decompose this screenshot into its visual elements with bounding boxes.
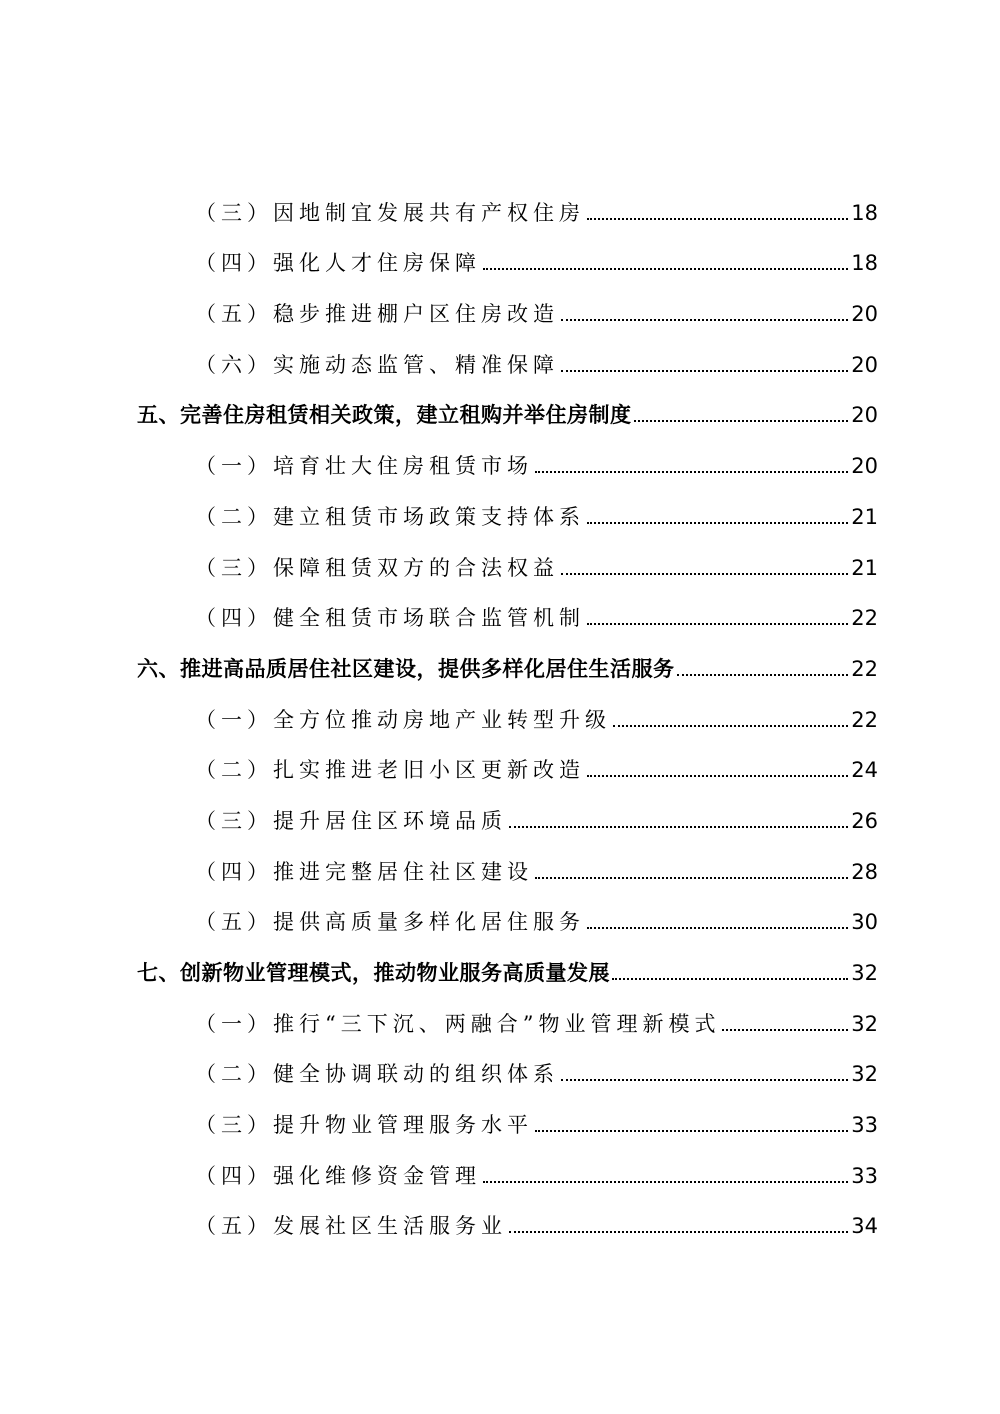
toc-dot-leader (561, 370, 848, 372)
toc-chapter-entry[interactable] (137, 639, 878, 690)
toc-entry-title: （四）推进完整居住社区建设 (195, 859, 533, 884)
toc-entry-title: （四）强化人才住房保障 (195, 251, 481, 276)
toc-section-entry[interactable] (137, 1197, 878, 1248)
toc-dot-leader (561, 319, 848, 321)
toc-entry-title: （一）推行“三下沉、两融合”物业管理新模式 (195, 1011, 721, 1036)
toc-entry-title: （六）实施动态监管、精准保障 (195, 352, 559, 377)
toc-entry-title: （三）提升物业管理服务水平 (195, 1113, 533, 1138)
toc-dot-leader (677, 674, 849, 676)
toc-dot-leader (509, 1231, 848, 1233)
toc-entry-page-number: 21 (851, 504, 878, 529)
toc-section-entry[interactable] (137, 436, 878, 487)
toc-entry-title: （一）培育壮大住房租赁市场 (195, 454, 533, 479)
toc-entry-page-number: 26 (851, 808, 878, 833)
toc-dot-leader (535, 471, 848, 473)
toc-entry-title: （三）保障租赁双方的合法权益 (195, 555, 559, 580)
toc-entry-title: （二）扎实推进老旧小区更新改造 (195, 758, 585, 783)
toc-entry-title: 七、创新物业管理模式，推动物业服务高质量发展 (137, 961, 610, 985)
toc-dot-leader (535, 1130, 848, 1132)
toc-entry-title: （一）全方位推动房地产业转型升级 (195, 707, 611, 732)
toc-entry-title: （五）稳步推进棚户区住房改造 (195, 302, 559, 327)
toc-dot-leader (587, 623, 848, 625)
toc-section-entry[interactable] (137, 741, 878, 792)
toc-entry-page-number: 34 (851, 1214, 878, 1239)
toc-entry-page-number: 22 (851, 707, 878, 732)
toc-section-entry[interactable] (137, 994, 878, 1045)
toc-entry-page-number: 33 (851, 1113, 878, 1138)
toc-entry-title: （二）建立租赁市场政策支持体系 (195, 504, 585, 529)
toc-entry-title: （五）发展社区生活服务业 (195, 1214, 507, 1239)
toc-section-entry[interactable] (137, 1146, 878, 1197)
toc-dot-leader (587, 218, 848, 220)
toc-entry-page-number: 30 (851, 910, 878, 935)
toc-section-entry[interactable] (137, 335, 878, 386)
toc-section-entry[interactable] (137, 589, 878, 640)
toc-entry-title: 六、推进高品质居住社区建设，提供多样化居住生活服务 (137, 656, 675, 681)
toc-entry-page-number: 32 (851, 1062, 878, 1087)
toc-dot-leader (587, 927, 848, 929)
toc-dot-leader (535, 877, 848, 879)
toc-section-entry[interactable] (137, 183, 878, 234)
toc-entry-title: 五、完善住房租赁相关政策，建立租购并举住房制度 (137, 403, 632, 428)
toc-section-entry[interactable] (137, 234, 878, 285)
toc-entry-page-number: 33 (851, 1163, 878, 1188)
toc-dot-leader (587, 522, 848, 524)
toc-dot-leader (483, 268, 848, 270)
toc-dot-leader (587, 775, 848, 777)
toc-entry-title: （四）健全租赁市场联合监管机制 (195, 606, 585, 631)
toc-dot-leader (722, 1029, 848, 1031)
toc-section-entry[interactable] (137, 1045, 878, 1096)
toc-entry-title: （五）提供高质量多样化居住服务 (195, 910, 585, 935)
toc-section-entry[interactable] (137, 487, 878, 538)
toc-entry-page-number: 20 (851, 454, 878, 479)
toc-chapter-entry[interactable] (137, 386, 878, 437)
toc-entry-page-number: 32 (851, 961, 878, 985)
toc-dot-leader (613, 725, 848, 727)
toc-dot-leader (561, 573, 848, 575)
toc-dot-leader (634, 420, 849, 422)
toc-entry-page-number: 20 (851, 302, 878, 327)
toc-entry-title: （三）因地制宜发展共有产权住房 (195, 200, 585, 225)
toc-section-entry[interactable] (137, 690, 878, 741)
toc-entry-title: （三）提升居住区环境品质 (195, 808, 507, 833)
toc-entry-page-number: 20 (851, 352, 878, 377)
toc-section-entry[interactable] (137, 791, 878, 842)
toc-dot-leader (483, 1181, 848, 1183)
toc-dot-leader (561, 1079, 848, 1081)
toc-entry-page-number: 22 (851, 606, 878, 631)
toc-entry-title: （二）健全协调联动的组织体系 (195, 1062, 559, 1087)
toc-section-entry[interactable] (137, 1095, 878, 1146)
toc-entry-page-number: 18 (851, 251, 878, 276)
toc-chapter-entry[interactable] (137, 943, 878, 994)
toc-dot-leader (509, 826, 848, 828)
toc-entry-page-number: 28 (851, 859, 878, 884)
toc-section-entry[interactable] (137, 842, 878, 893)
toc-entry-title: （四）强化维修资金管理 (195, 1163, 481, 1188)
toc-dot-leader (612, 978, 848, 980)
toc-section-entry[interactable] (137, 893, 878, 944)
toc-section-entry[interactable] (137, 284, 878, 335)
table-of-contents (137, 183, 878, 1247)
toc-entry-page-number: 18 (851, 200, 878, 225)
toc-entry-page-number: 22 (851, 656, 878, 681)
toc-entry-page-number: 32 (851, 1011, 878, 1036)
toc-entry-page-number: 24 (851, 758, 878, 783)
toc-entry-page-number: 21 (851, 555, 878, 580)
toc-section-entry[interactable] (137, 538, 878, 589)
toc-entry-page-number: 20 (851, 403, 878, 428)
